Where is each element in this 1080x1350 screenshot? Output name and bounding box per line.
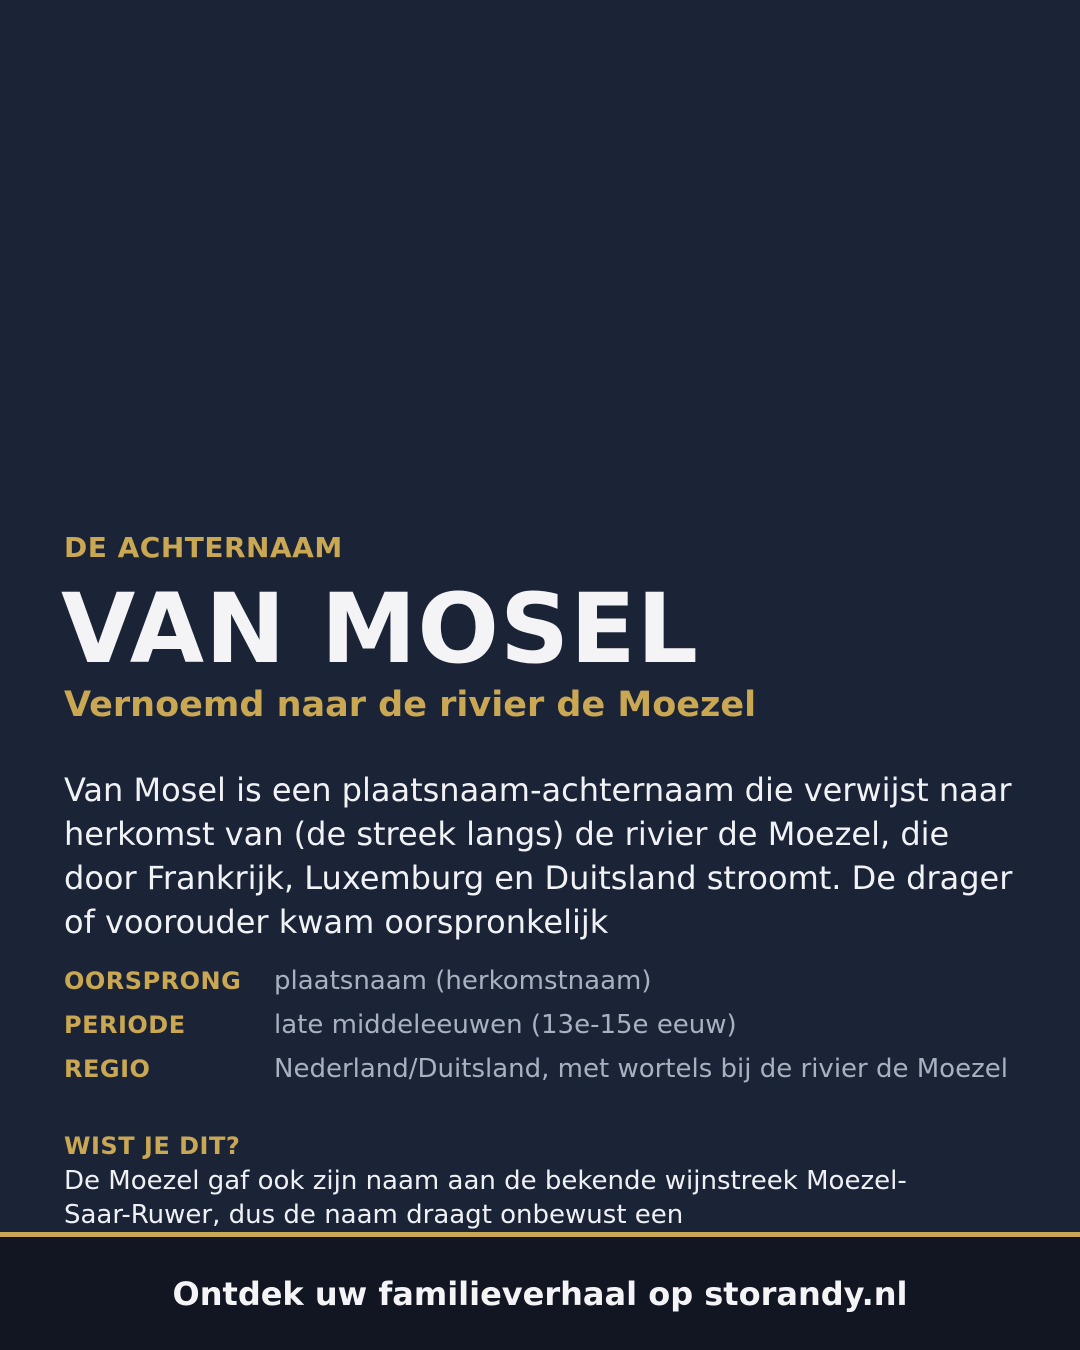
fact-label: OORSPRONG [64,967,242,995]
facts-list [64,966,1016,1098]
surname-title: VAN MOSEL [61,573,699,685]
intro-paragraph: Van Mosel is een plaatsnaam-achternaam die verwijst naar herkomst van (de streek langs) de rivier de Moezel, die door Frankrijk, Luxemburg en Duitsland stroomt. De drager of voorouder kwam oorspronkelijk [64,771,1013,941]
fact-row-region [64,1054,1016,1084]
fact-value: late middeleeuwen (13e-15e eeuw) [274,1010,737,1040]
fact-label: REGIO [64,1055,151,1083]
fact-row-origin [64,966,1016,996]
did-you-know-label: WIST JE DIT? [64,1132,241,1160]
footer-cta-link[interactable]: Ontdek uw familieverhaal op storandy.nl [172,1274,908,1313]
footer-banner [0,1237,1080,1350]
did-you-know-text: De Moezel gaf ook zijn naam aan de bekende wijnstreek Moezel-Saar-Ruwer, dus de naam draagt onbewust een [64,1166,907,1230]
fact-row-period [64,1010,1016,1040]
fact-value: plaatsnaam (herkomstnaam) [274,966,652,996]
eyebrow-label: DE ACHTERNAAM [64,531,343,564]
fact-value: Nederland/Duitsland, met wortels bij de rivier de Moezel [274,1054,1008,1084]
surname-subtitle: Vernoemd naar de rivier de Moezel [64,685,757,725]
fact-label: PERIODE [64,1011,186,1039]
